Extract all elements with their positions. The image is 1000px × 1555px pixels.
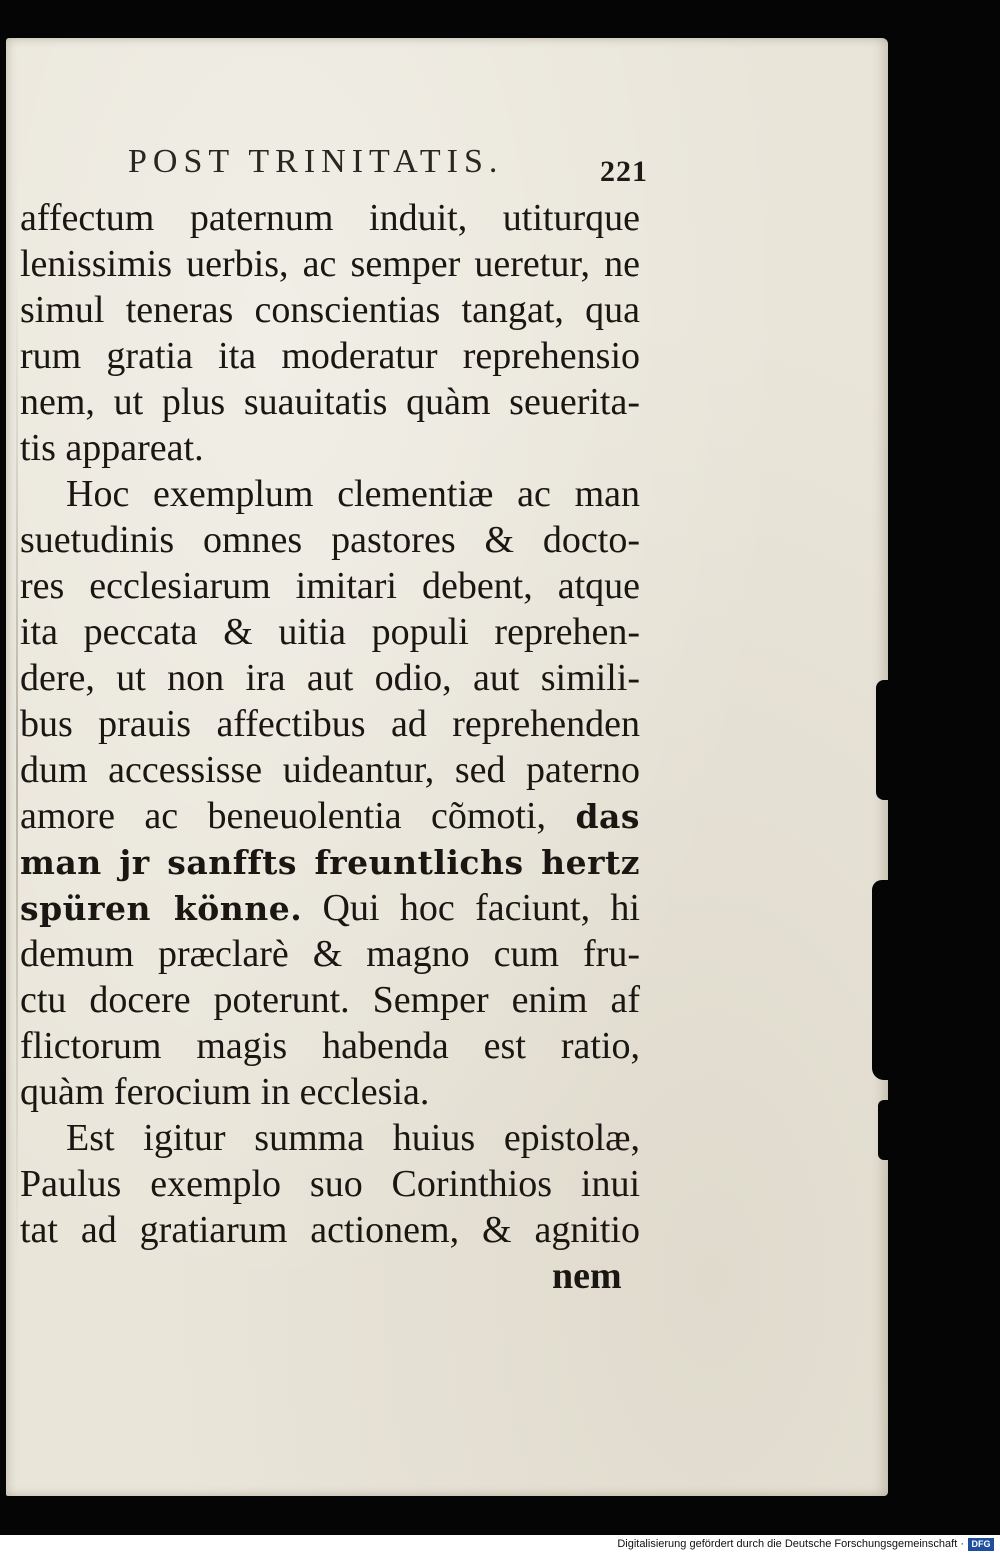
text-line: bus prauis affectibus ad reprehenden <box>20 703 640 745</box>
text-line: simul teneras conscientias tangat, qua <box>20 289 640 331</box>
page-gutter <box>16 268 18 1268</box>
text-line: Paulus exemplo suo Corinthios inui <box>20 1163 640 1205</box>
running-title: POST TRINITATIS. <box>128 143 504 180</box>
page-edge-tear <box>872 880 890 1080</box>
blackletter-text: das <box>575 797 641 836</box>
text-line: ita peccata & uitia populi reprehen- <box>20 611 640 653</box>
text-line-blackletter <box>20 840 640 885</box>
blackletter-text: spüren könne. <box>20 889 303 928</box>
text-line: ctu docere poterunt. Semper enim af <box>20 979 640 1021</box>
latin-text: amore ac beneuolentia cõmoti, <box>20 795 547 837</box>
text-line: tat ad gratiarum actionem, & agnitio <box>20 1209 640 1251</box>
dfg-logo: DFG <box>968 1538 994 1551</box>
text-line: affectum paternum induit, utiturque <box>20 197 640 239</box>
text-line: Hoc exemplum clementiæ ac man <box>66 473 640 515</box>
page-edge-tear <box>878 1100 890 1160</box>
text-line: suetudinis omnes pastores & docto- <box>20 519 640 561</box>
text-line: dum accessisse uideantur, sed paterno <box>20 749 640 791</box>
text-line: lenissimis uerbis, ac semper ueretur, ne <box>20 243 640 285</box>
page-edge-tear <box>876 680 890 800</box>
text-line: tis appareat. <box>20 427 204 469</box>
catchword: nem <box>552 1255 622 1297</box>
text-line-mixed <box>20 886 640 931</box>
text-line: Est igitur summa huius epistolæ, <box>66 1117 640 1159</box>
text-line: dere, ut non ira aut odio, aut simili- <box>20 657 640 699</box>
text-line: res ecclesiarum imitari debent, atque <box>20 565 640 607</box>
text-line-mixed <box>20 794 640 839</box>
text-line: nem, ut plus suauitatis quàm seuerita- <box>20 381 640 423</box>
text-line: rum gratia ita moderatur reprehensio <box>20 335 640 377</box>
text-line: quàm ferocium in ecclesia. <box>20 1071 430 1113</box>
text-line: flictorum magis habenda est ratio, <box>20 1025 640 1067</box>
funding-credit: Digitalisierung gefördert durch die Deutsche Forschungsgemeinschaft · <box>617 1538 964 1550</box>
page-number: 221 <box>600 155 648 188</box>
latin-text: Qui hoc faciunt, hi <box>322 887 640 929</box>
text-line: demum præclarè & magno cum fru- <box>20 933 640 975</box>
blackletter-text: man jr sanffts freuntlichs hertz <box>20 843 640 882</box>
